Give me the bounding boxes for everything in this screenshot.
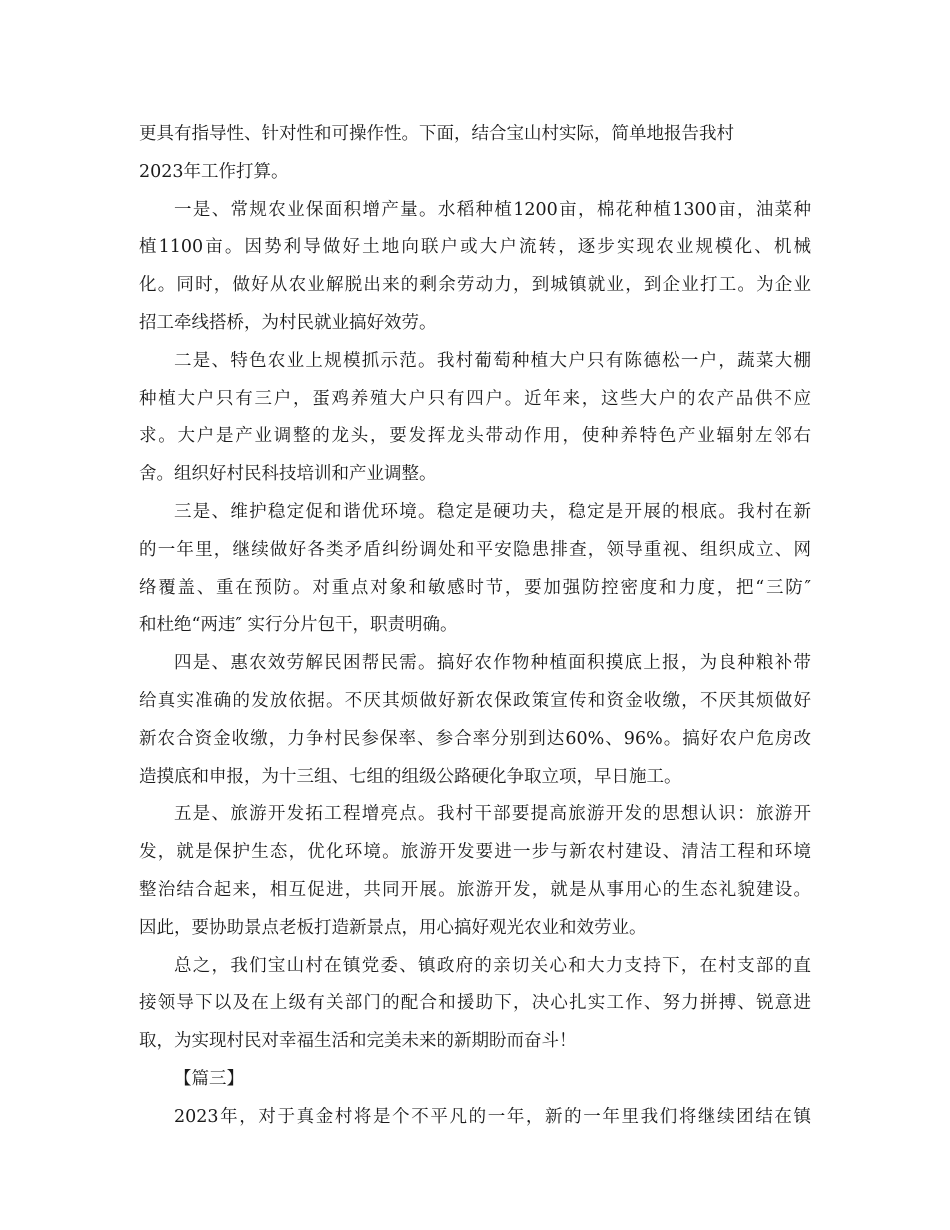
text-line: 整治结合起来，相互促进，共同开展。旅游开发，就是从事用心的生态礼貌建设。	[139, 879, 811, 900]
text-line: 求。大户是产业调整的龙头，要发挥龙头带动作用，使种养特色产业辐射左邻右	[139, 426, 811, 447]
paragraph-start-line: 五是、旅游开发拓工程增亮点。我村干部要提高旅游开发的思想认识：旅游开	[174, 804, 811, 825]
text-line: 取，为实现村民对幸福生活和完美未来的新期盼而奋斗！	[139, 1031, 577, 1052]
text-line: 接领导下以及在上级有关部门的配合和援助下，决心扎实工作、努力拼搏、锐意进	[139, 993, 811, 1014]
text-line: 化。同时，做好从农业解脱出来的剩余劳动力，到城镇就业，到企业打工。为企业	[139, 275, 811, 296]
text-line: 络覆盖、重在预防。对重点对象和敏感时节，要加强防控密度和力度，把“三防″	[139, 577, 811, 598]
text-line: 种植大户只有三户，蛋鸡养殖大户只有四户。近年来，这些大户的农产品供不应	[139, 388, 811, 409]
text-line: 发，就是保护生态，优化环境。旅游开发要进一步与新农村建设、清洁工程和环境	[139, 842, 811, 863]
text-line: 招工牵线搭桥，为村民就业搞好效劳。	[139, 312, 437, 333]
paragraph-start-line: 三是、维护稳定促和谐优环境。稳定是硬功夫，稳定是开展的根底。我村在新	[174, 501, 811, 522]
text-line: 的一年里，继续做好各类矛盾纠纷调处和平安隐患排查，领导重视、组织成立、网	[139, 539, 811, 560]
section-heading: 【篇三】	[174, 1068, 244, 1089]
paragraph-start-line: 一是、常规农业保面积增产量。水稻种植1200亩，棉花种植1300亩，油菜种	[174, 199, 811, 220]
text-line: 更具有指导性、针对性和可操作性。下面，结合宝山村实际，简单地报告我村	[139, 124, 734, 144]
paragraph-start-line: 总之，我们宝山村在镇党委、镇政府的亲切关心和大力支持下，在村支部的直	[174, 955, 811, 976]
paragraph-start-line: 2023年，对于真金村将是个不平凡的一年，新的一年里我们将继续团结在镇	[174, 1106, 811, 1127]
text-line: 给真实准确的发放依据。不厌其烦做好新农保政策宣传和资金收缴，不厌其烦做好	[139, 690, 811, 711]
text-line: 新农合资金收缴，力争村民参保率、参合率分别到达60%、96%。搞好农户危房改	[139, 728, 811, 749]
text-line: 因此，要协助景点老板打造新景点，用心搞好观光农业和效劳业。	[139, 917, 647, 938]
text-line: 2023年工作打算。	[139, 161, 289, 182]
text-line: 造摸底和申报，为十三组、七组的组级公路硬化争取立项，早日施工。	[139, 766, 682, 787]
paragraph-start-line: 二是、特色农业上规模抓示范。我村葡萄种植大户只有陈德松一户，蔬菜大棚	[174, 350, 811, 371]
document-body	[139, 116, 811, 1137]
paragraph-start-line: 四是、惠农效劳解民困帮民需。搞好农作物种植面积摸底上报，为良种粮补带	[174, 653, 811, 674]
text-line: 舍。组织好村民科技培训和产业调整。	[139, 464, 437, 485]
text-line: 植1100亩。因势利导做好土地向联户或大户流转，逐步实现农业规模化、机械	[139, 237, 811, 258]
text-line: 和杜绝“两违″ 实行分片包干，职责明确。	[139, 615, 458, 636]
